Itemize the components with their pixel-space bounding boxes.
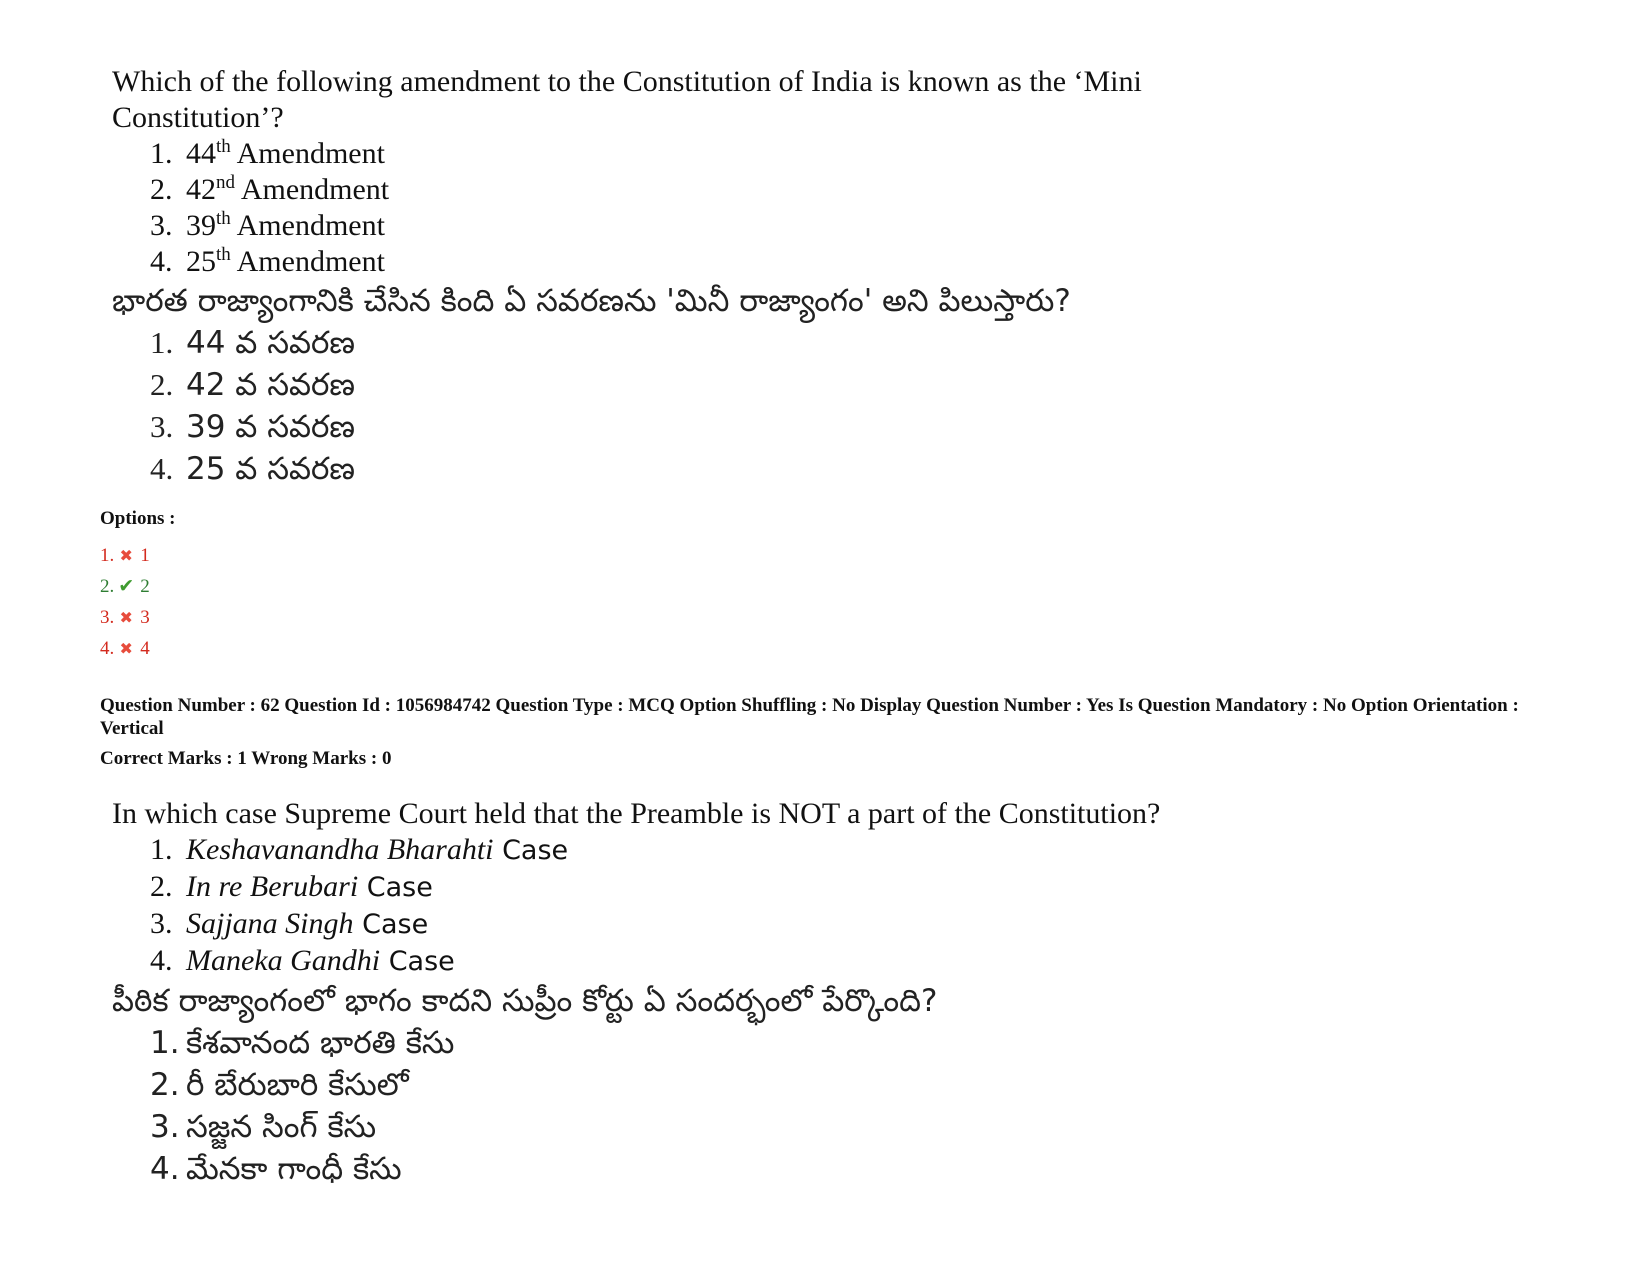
option-item: 1. 44th Amendment [150,136,385,170]
answer-options [100,540,150,664]
options-list-en [112,832,1312,980]
options-list-en [112,136,1262,280]
question-62 [112,796,1312,1190]
option-item: 4. 25 వ సవరణ [150,451,355,487]
answer-option: 1. ✖ 1 [100,540,150,571]
option-item: 4. మేనకా గాంధీ కేసు [150,1151,402,1187]
question-stem-te: పీఠిక రాజ్యాంగంలో భాగం కాదని సుప్రీం కోర్టు ఏ సందర్భంలో పేర్కొంది? [112,983,938,1019]
answer-option: 2. ✔ 2 [100,571,150,602]
check-icon: ✔ [118,575,135,597]
option-item: 3. సజ్జన సింగ్ కేసు [150,1109,377,1145]
option-item: 3. 39 వ సవరణ [150,409,355,445]
option-item: 1. 44 వ సవరణ [150,325,355,361]
answer-option: 3. ✖ 3 [100,602,150,633]
option-item: 4. Maneka Gandhi Case [150,944,455,977]
cross-icon: ✖ [119,639,133,658]
question-stem-en: Which of the following amendment to the Constitution of India is known as the ‘Mini Constitution’? [112,65,1142,134]
option-item: 2. 42 వ సవరణ [150,367,355,403]
option-item: 3. 39th Amendment [150,208,385,242]
option-item: 2. రీ బేరుబారి కేసులో [150,1067,409,1103]
option-item: 4. 25th Amendment [150,244,385,278]
marks-info: Correct Marks : 1 Wrong Marks : 0 [100,748,392,769]
cross-icon: ✖ [119,608,133,627]
question-meta: Question Number : 62 Question Id : 1056984742 Question Type : MCQ Option Shuffling : No Display Question Number : Yes Is Question Mandatory : No Option Orientation : Vertical [100,695,1519,739]
option-item: 2. In re Berubari Case [150,870,433,903]
option-item: 1. Keshavanandha Bharahti Case [150,833,569,866]
cross-icon: ✖ [119,546,133,565]
option-item: 3. Sajjana Singh Case [150,907,429,940]
question-stem-te: భారత రాజ్యాంగానికి చేసిన కింది ఏ సవరణను 'మినీ రాజ్యాంగం' అని పిలుస్తారు? [112,283,1071,319]
answer-option: 4. ✖ 4 [100,633,150,664]
question-61 [112,64,1262,490]
question-stem-en: In which case Supreme Court held that the Preamble is NOT a part of the Constitution? [112,797,1161,830]
options-list-te [112,322,1262,490]
options-list-te [112,1022,1312,1190]
option-item: 2. 42nd Amendment [150,172,390,206]
option-item: 1. కేశవానంద భారతి కేసు [150,1025,455,1061]
options-label: Options : [100,508,176,529]
